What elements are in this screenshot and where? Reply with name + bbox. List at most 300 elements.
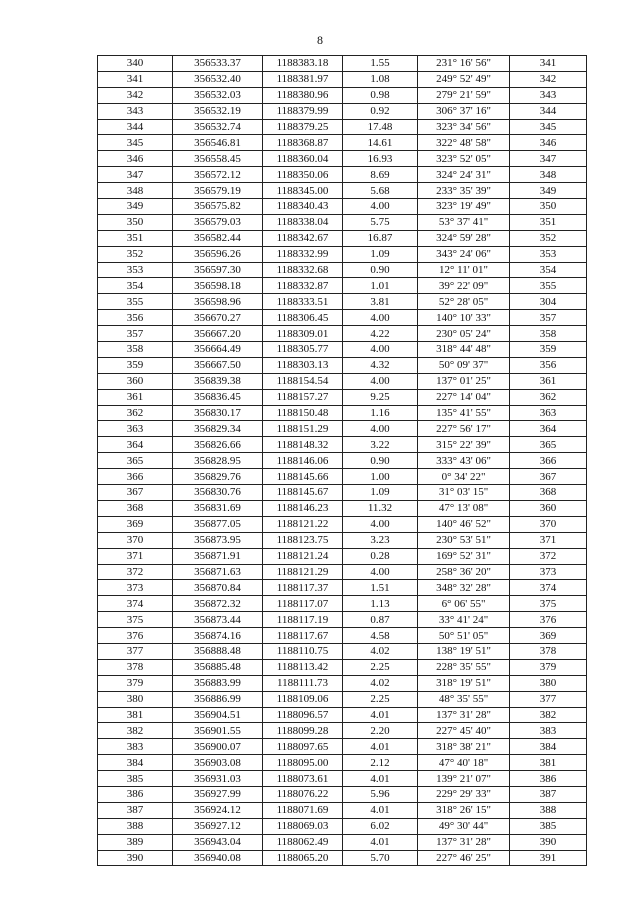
direction-angle-cell: 227° 56' 17": [418, 421, 510, 437]
point-number-cell: 351: [98, 230, 173, 246]
point-number-cell: 379: [98, 675, 173, 691]
direction-angle-cell: 139° 21' 07": [418, 771, 510, 787]
next-point-cell: 373: [510, 564, 587, 580]
table-row: [98, 755, 587, 771]
x-coordinate-cell: 356667.50: [173, 357, 263, 373]
table-row: [98, 500, 587, 516]
segment-length-cell: 1.55: [343, 56, 418, 72]
next-point-cell: 375: [510, 596, 587, 612]
segment-length-cell: 6.02: [343, 818, 418, 834]
next-point-cell: 361: [510, 373, 587, 389]
direction-angle-cell: 324° 24' 31": [418, 167, 510, 183]
point-number-cell: 380: [98, 691, 173, 707]
point-number-cell: 357: [98, 326, 173, 342]
next-point-cell: 376: [510, 612, 587, 628]
next-point-cell: 377: [510, 691, 587, 707]
segment-length-cell: 1.09: [343, 485, 418, 501]
table-row: [98, 580, 587, 596]
segment-length-cell: 4.00: [343, 373, 418, 389]
next-point-cell: 345: [510, 119, 587, 135]
y-coordinate-cell: 1188110.75: [263, 643, 343, 659]
point-number-cell: 348: [98, 183, 173, 199]
y-coordinate-cell: 1188096.57: [263, 707, 343, 723]
direction-angle-cell: 47° 40' 18": [418, 755, 510, 771]
direction-angle-cell: 47° 13' 08": [418, 500, 510, 516]
x-coordinate-cell: 356831.69: [173, 500, 263, 516]
x-coordinate-cell: 356667.20: [173, 326, 263, 342]
y-coordinate-cell: 1188154.54: [263, 373, 343, 389]
y-coordinate-cell: 1188109.06: [263, 691, 343, 707]
table-row: [98, 183, 587, 199]
y-coordinate-cell: 1188117.07: [263, 596, 343, 612]
point-number-cell: 386: [98, 786, 173, 802]
y-coordinate-cell: 1188099.28: [263, 723, 343, 739]
segment-length-cell: 5.70: [343, 850, 418, 866]
segment-length-cell: 1.16: [343, 405, 418, 421]
next-point-cell: 391: [510, 850, 587, 866]
x-coordinate-cell: 356927.99: [173, 786, 263, 802]
y-coordinate-cell: 1188332.87: [263, 278, 343, 294]
direction-angle-cell: 343° 24' 06": [418, 246, 510, 262]
next-point-cell: 357: [510, 310, 587, 326]
next-point-cell: 381: [510, 755, 587, 771]
table-row: [98, 87, 587, 103]
next-point-cell: 386: [510, 771, 587, 787]
next-point-cell: 368: [510, 485, 587, 501]
x-coordinate-cell: 356830.76: [173, 485, 263, 501]
point-number-cell: 365: [98, 453, 173, 469]
table-row: [98, 818, 587, 834]
x-coordinate-cell: 356940.08: [173, 850, 263, 866]
segment-length-cell: 4.00: [343, 421, 418, 437]
next-point-cell: 342: [510, 71, 587, 87]
direction-angle-cell: 227° 14' 04": [418, 389, 510, 405]
x-coordinate-cell: 356532.03: [173, 87, 263, 103]
x-coordinate-cell: 356598.96: [173, 294, 263, 310]
y-coordinate-cell: 1188303.13: [263, 357, 343, 373]
table-row: [98, 628, 587, 644]
y-coordinate-cell: 1188145.67: [263, 485, 343, 501]
x-coordinate-cell: 356582.44: [173, 230, 263, 246]
table-row: [98, 294, 587, 310]
direction-angle-cell: 227° 45' 40": [418, 723, 510, 739]
point-number-cell: 355: [98, 294, 173, 310]
direction-angle-cell: 6° 06' 55": [418, 596, 510, 612]
direction-angle-cell: 138° 19' 51": [418, 643, 510, 659]
x-coordinate-cell: 356572.12: [173, 167, 263, 183]
direction-angle-cell: 318° 38' 21": [418, 739, 510, 755]
x-coordinate-cell: 356598.18: [173, 278, 263, 294]
point-number-cell: 345: [98, 135, 173, 151]
direction-angle-cell: 31° 03' 15": [418, 485, 510, 501]
direction-angle-cell: 318° 26' 15": [418, 802, 510, 818]
point-number-cell: 376: [98, 628, 173, 644]
table-row: [98, 723, 587, 739]
x-coordinate-cell: 356877.05: [173, 516, 263, 532]
next-point-cell: 385: [510, 818, 587, 834]
x-coordinate-cell: 356870.84: [173, 580, 263, 596]
table-row: [98, 135, 587, 151]
segment-length-cell: 5.68: [343, 183, 418, 199]
x-coordinate-cell: 356532.19: [173, 103, 263, 119]
segment-length-cell: 1.08: [343, 71, 418, 87]
table-row: [98, 485, 587, 501]
x-coordinate-cell: 356872.32: [173, 596, 263, 612]
direction-angle-cell: 50° 09' 37": [418, 357, 510, 373]
direction-angle-cell: 52° 28' 05": [418, 294, 510, 310]
segment-length-cell: 0.28: [343, 548, 418, 564]
next-point-cell: 388: [510, 802, 587, 818]
point-number-cell: 387: [98, 802, 173, 818]
point-number-cell: 384: [98, 755, 173, 771]
next-point-cell: 382: [510, 707, 587, 723]
next-point-cell: 380: [510, 675, 587, 691]
y-coordinate-cell: 1188381.97: [263, 71, 343, 87]
table-row: [98, 214, 587, 230]
table-row: [98, 389, 587, 405]
segment-length-cell: 2.25: [343, 659, 418, 675]
next-point-cell: 366: [510, 453, 587, 469]
point-number-cell: 369: [98, 516, 173, 532]
x-coordinate-cell: 356596.26: [173, 246, 263, 262]
direction-angle-cell: 169° 52' 31": [418, 548, 510, 564]
table-row: [98, 802, 587, 818]
table-row: [98, 405, 587, 421]
next-point-cell: 363: [510, 405, 587, 421]
segment-length-cell: 9.25: [343, 389, 418, 405]
y-coordinate-cell: 1188333.51: [263, 294, 343, 310]
y-coordinate-cell: 1188146.23: [263, 500, 343, 516]
x-coordinate-cell: 356885.48: [173, 659, 263, 675]
segment-length-cell: 1.00: [343, 469, 418, 485]
y-coordinate-cell: 1188332.68: [263, 262, 343, 278]
y-coordinate-cell: 1188332.99: [263, 246, 343, 262]
x-coordinate-cell: 356830.17: [173, 405, 263, 421]
y-coordinate-cell: 1188342.67: [263, 230, 343, 246]
x-coordinate-cell: 356888.48: [173, 643, 263, 659]
direction-angle-cell: 324° 59' 28": [418, 230, 510, 246]
segment-length-cell: 14.61: [343, 135, 418, 151]
segment-length-cell: 4.01: [343, 802, 418, 818]
table-row: [98, 707, 587, 723]
x-coordinate-cell: 356532.74: [173, 119, 263, 135]
point-number-cell: 373: [98, 580, 173, 596]
next-point-cell: 372: [510, 548, 587, 564]
point-number-cell: 367: [98, 485, 173, 501]
y-coordinate-cell: 1188076.22: [263, 786, 343, 802]
next-point-cell: 360: [510, 500, 587, 516]
table-row: [98, 612, 587, 628]
x-coordinate-cell: 356883.99: [173, 675, 263, 691]
table-row: [98, 246, 587, 262]
segment-length-cell: 4.01: [343, 771, 418, 787]
direction-angle-cell: 322° 48' 58": [418, 135, 510, 151]
y-coordinate-cell: 1188069.03: [263, 818, 343, 834]
table-row: [98, 310, 587, 326]
point-number-cell: 352: [98, 246, 173, 262]
direction-angle-cell: 135° 41' 55": [418, 405, 510, 421]
x-coordinate-cell: 356924.12: [173, 802, 263, 818]
point-number-cell: 356: [98, 310, 173, 326]
point-number-cell: 389: [98, 834, 173, 850]
x-coordinate-cell: 356579.19: [173, 183, 263, 199]
next-point-cell: 384: [510, 739, 587, 755]
x-coordinate-cell: 356871.63: [173, 564, 263, 580]
next-point-cell: 356: [510, 357, 587, 373]
x-coordinate-cell: 356670.27: [173, 310, 263, 326]
y-coordinate-cell: 1188121.24: [263, 548, 343, 564]
point-number-cell: 344: [98, 119, 173, 135]
point-number-cell: 375: [98, 612, 173, 628]
direction-angle-cell: 229° 29' 33": [418, 786, 510, 802]
table-row: [98, 739, 587, 755]
table-row: [98, 771, 587, 787]
x-coordinate-cell: 356575.82: [173, 199, 263, 215]
table-row: [98, 119, 587, 135]
direction-angle-cell: 0° 34' 22": [418, 469, 510, 485]
coordinates-table-body: [98, 56, 587, 866]
table-row: [98, 834, 587, 850]
table-row: [98, 56, 587, 72]
y-coordinate-cell: 1188145.66: [263, 469, 343, 485]
direction-angle-cell: 50° 51' 05": [418, 628, 510, 644]
y-coordinate-cell: 1188121.29: [263, 564, 343, 580]
point-number-cell: 349: [98, 199, 173, 215]
point-number-cell: 388: [98, 818, 173, 834]
y-coordinate-cell: 1188146.06: [263, 453, 343, 469]
y-coordinate-cell: 1188360.04: [263, 151, 343, 167]
x-coordinate-cell: 356829.34: [173, 421, 263, 437]
next-point-cell: 358: [510, 326, 587, 342]
direction-angle-cell: 231° 16' 56": [418, 56, 510, 72]
table-row: [98, 103, 587, 119]
segment-length-cell: 4.01: [343, 834, 418, 850]
point-number-cell: 354: [98, 278, 173, 294]
x-coordinate-cell: 356871.91: [173, 548, 263, 564]
next-point-cell: 362: [510, 389, 587, 405]
y-coordinate-cell: 1188340.43: [263, 199, 343, 215]
point-number-cell: 364: [98, 437, 173, 453]
y-coordinate-cell: 1188111.73: [263, 675, 343, 691]
table-row: [98, 278, 587, 294]
x-coordinate-cell: 356873.95: [173, 532, 263, 548]
table-row: [98, 199, 587, 215]
segment-length-cell: 4.58: [343, 628, 418, 644]
segment-length-cell: 1.51: [343, 580, 418, 596]
x-coordinate-cell: 356597.30: [173, 262, 263, 278]
segment-length-cell: 4.22: [343, 326, 418, 342]
x-coordinate-cell: 356532.40: [173, 71, 263, 87]
y-coordinate-cell: 1188379.25: [263, 119, 343, 135]
x-coordinate-cell: 356900.07: [173, 739, 263, 755]
table-row: [98, 230, 587, 246]
point-number-cell: 358: [98, 342, 173, 358]
table-row: [98, 786, 587, 802]
x-coordinate-cell: 356839.38: [173, 373, 263, 389]
y-coordinate-cell: 1188123.75: [263, 532, 343, 548]
next-point-cell: 390: [510, 834, 587, 850]
direction-angle-cell: 137° 31' 28": [418, 834, 510, 850]
direction-angle-cell: 323° 52' 05": [418, 151, 510, 167]
segment-length-cell: 4.32: [343, 357, 418, 373]
y-coordinate-cell: 1188117.19: [263, 612, 343, 628]
y-coordinate-cell: 1188345.00: [263, 183, 343, 199]
point-number-cell: 350: [98, 214, 173, 230]
direction-angle-cell: 323° 34' 56": [418, 119, 510, 135]
direction-angle-cell: 48° 35' 55": [418, 691, 510, 707]
y-coordinate-cell: 1188309.01: [263, 326, 343, 342]
next-point-cell: 353: [510, 246, 587, 262]
x-coordinate-cell: 356931.03: [173, 771, 263, 787]
table-row: [98, 326, 587, 342]
next-point-cell: 351: [510, 214, 587, 230]
x-coordinate-cell: 356927.12: [173, 818, 263, 834]
next-point-cell: 347: [510, 151, 587, 167]
y-coordinate-cell: 1188065.20: [263, 850, 343, 866]
y-coordinate-cell: 1188368.87: [263, 135, 343, 151]
segment-length-cell: 3.81: [343, 294, 418, 310]
direction-angle-cell: 230° 05' 24": [418, 326, 510, 342]
y-coordinate-cell: 1188151.29: [263, 421, 343, 437]
segment-length-cell: 4.01: [343, 739, 418, 755]
next-point-cell: 378: [510, 643, 587, 659]
point-number-cell: 370: [98, 532, 173, 548]
point-number-cell: 390: [98, 850, 173, 866]
segment-length-cell: 0.92: [343, 103, 418, 119]
point-number-cell: 366: [98, 469, 173, 485]
point-number-cell: 371: [98, 548, 173, 564]
segment-length-cell: 16.93: [343, 151, 418, 167]
y-coordinate-cell: 1188305.77: [263, 342, 343, 358]
segment-length-cell: 4.00: [343, 516, 418, 532]
y-coordinate-cell: 1188380.96: [263, 87, 343, 103]
y-coordinate-cell: 1188157.27: [263, 389, 343, 405]
x-coordinate-cell: 356664.49: [173, 342, 263, 358]
next-point-cell: 352: [510, 230, 587, 246]
direction-angle-cell: 53° 37' 41": [418, 214, 510, 230]
direction-angle-cell: 140° 46' 52": [418, 516, 510, 532]
table-row: [98, 71, 587, 87]
x-coordinate-cell: 356901.55: [173, 723, 263, 739]
table-row: [98, 151, 587, 167]
segment-length-cell: 4.02: [343, 675, 418, 691]
x-coordinate-cell: 356828.95: [173, 453, 263, 469]
direction-angle-cell: 49° 30' 44": [418, 818, 510, 834]
table-row: [98, 850, 587, 866]
next-point-cell: 341: [510, 56, 587, 72]
table-row: [98, 659, 587, 675]
table-row: [98, 262, 587, 278]
direction-angle-cell: 333° 43' 06": [418, 453, 510, 469]
point-number-cell: 359: [98, 357, 173, 373]
table-row: [98, 453, 587, 469]
segment-length-cell: 5.96: [343, 786, 418, 802]
table-row: [98, 342, 587, 358]
direction-angle-cell: 39° 22' 09": [418, 278, 510, 294]
point-number-cell: 341: [98, 71, 173, 87]
y-coordinate-cell: 1188350.06: [263, 167, 343, 183]
table-row: [98, 532, 587, 548]
segment-length-cell: 1.01: [343, 278, 418, 294]
direction-angle-cell: 315° 22' 39": [418, 437, 510, 453]
next-point-cell: 359: [510, 342, 587, 358]
next-point-cell: 367: [510, 469, 587, 485]
next-point-cell: 364: [510, 421, 587, 437]
table-row: [98, 548, 587, 564]
y-coordinate-cell: 1188073.61: [263, 771, 343, 787]
point-number-cell: 343: [98, 103, 173, 119]
x-coordinate-cell: 356533.37: [173, 56, 263, 72]
next-point-cell: 354: [510, 262, 587, 278]
direction-angle-cell: 323° 19' 49": [418, 199, 510, 215]
segment-length-cell: 4.00: [343, 564, 418, 580]
next-point-cell: 343: [510, 87, 587, 103]
direction-angle-cell: 137° 31' 28": [418, 707, 510, 723]
direction-angle-cell: 33° 41' 24": [418, 612, 510, 628]
y-coordinate-cell: 1188306.45: [263, 310, 343, 326]
next-point-cell: 348: [510, 167, 587, 183]
point-number-cell: 340: [98, 56, 173, 72]
x-coordinate-cell: 356886.99: [173, 691, 263, 707]
point-number-cell: 381: [98, 707, 173, 723]
point-number-cell: 385: [98, 771, 173, 787]
segment-length-cell: 1.09: [343, 246, 418, 262]
y-coordinate-cell: 1188097.65: [263, 739, 343, 755]
segment-length-cell: 4.00: [343, 199, 418, 215]
table-row: [98, 469, 587, 485]
x-coordinate-cell: 356873.44: [173, 612, 263, 628]
segment-length-cell: 8.69: [343, 167, 418, 183]
direction-angle-cell: 258° 36' 20": [418, 564, 510, 580]
x-coordinate-cell: 356546.81: [173, 135, 263, 151]
direction-angle-cell: 230° 53' 51": [418, 532, 510, 548]
x-coordinate-cell: 356943.04: [173, 834, 263, 850]
next-point-cell: 379: [510, 659, 587, 675]
x-coordinate-cell: 356829.76: [173, 469, 263, 485]
x-coordinate-cell: 356558.45: [173, 151, 263, 167]
segment-length-cell: 3.22: [343, 437, 418, 453]
direction-angle-cell: 12° 11' 01": [418, 262, 510, 278]
table-row: [98, 167, 587, 183]
point-number-cell: 353: [98, 262, 173, 278]
segment-length-cell: 16.87: [343, 230, 418, 246]
segment-length-cell: 2.25: [343, 691, 418, 707]
point-number-cell: 347: [98, 167, 173, 183]
coordinates-table: [97, 55, 587, 866]
next-point-cell: 370: [510, 516, 587, 532]
direction-angle-cell: 228° 35' 55": [418, 659, 510, 675]
point-number-cell: 372: [98, 564, 173, 580]
point-number-cell: 360: [98, 373, 173, 389]
table-row: [98, 564, 587, 580]
table-row: [98, 373, 587, 389]
direction-angle-cell: 318° 44' 48": [418, 342, 510, 358]
y-coordinate-cell: 1188062.49: [263, 834, 343, 850]
direction-angle-cell: 233° 35' 39": [418, 183, 510, 199]
point-number-cell: 377: [98, 643, 173, 659]
segment-length-cell: 11.32: [343, 500, 418, 516]
next-point-cell: 355: [510, 278, 587, 294]
y-coordinate-cell: 1188121.22: [263, 516, 343, 532]
point-number-cell: 342: [98, 87, 173, 103]
x-coordinate-cell: 356826.66: [173, 437, 263, 453]
page-number: 8: [317, 33, 323, 47]
segment-length-cell: 0.87: [343, 612, 418, 628]
table-row: [98, 691, 587, 707]
direction-angle-cell: 140° 10' 33": [418, 310, 510, 326]
next-point-cell: 369: [510, 628, 587, 644]
next-point-cell: 350: [510, 199, 587, 215]
